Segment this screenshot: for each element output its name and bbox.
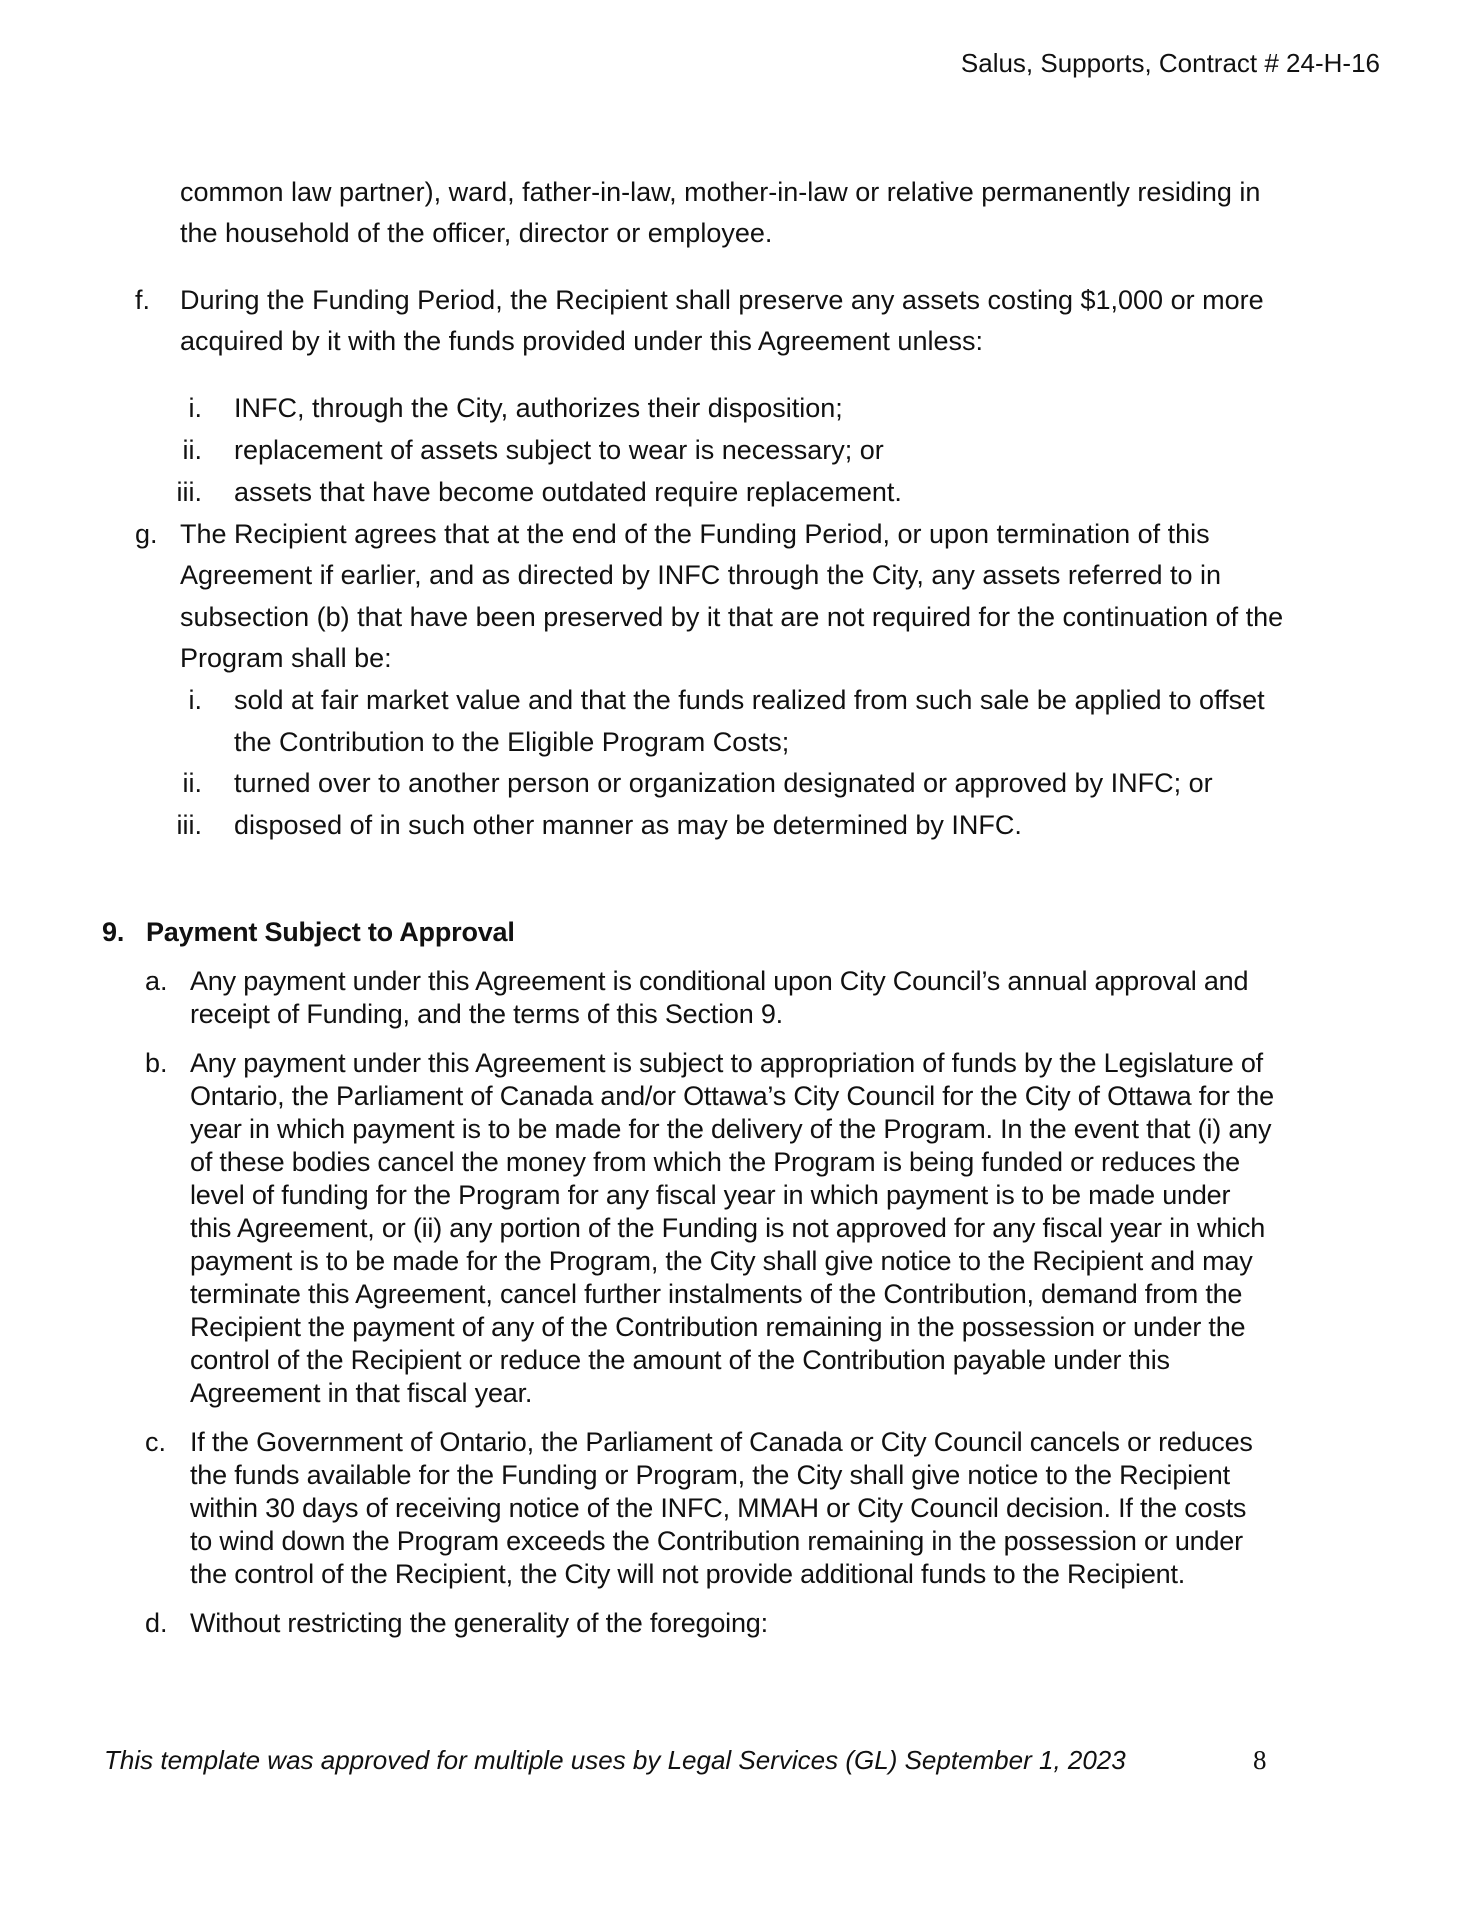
paragraph-line: Agreement if earlier, and as directed by INFC through the City, any assets referred to in [180,560,1222,590]
paragraph-line: within 30 days of receiving notice of the INFC, MMAH or City Council decision. If the costs [190,1493,1247,1523]
paragraph-line: turned over to another person or organization designated or approved by INFC; or [234,768,1213,798]
paragraph-line: receipt of Funding, and the terms of this Section 9. [190,999,783,1029]
list-marker: ii. [182,768,202,798]
paragraph-line: of these bodies cancel the money from which the Program is being funded or reduces the [190,1147,1240,1177]
page-number: 8 [1253,1745,1267,1775]
section-heading: Payment Subject to Approval [146,917,515,947]
paragraph-line: the funds available for the Funding or Program, the City shall give notice to the Recipient [190,1460,1230,1490]
paragraph-line: assets that have become outdated require replacement. [234,477,902,507]
list-marker: a. [145,966,168,996]
list-marker: d. [145,1608,168,1638]
paragraph-line: Ontario, the Parliament of Canada and/or Ottawa’s City Council for the City of Ottawa for the [190,1081,1274,1111]
footer-approval-note: This template was approved for multiple uses by Legal Services (GL) September 1, 2023 [104,1745,1126,1775]
paragraph-line: level of funding for the Program for any fiscal year in which payment is to be made under [190,1180,1231,1210]
paragraph-line: replacement of assets subject to wear is necessary; or [234,435,884,465]
paragraph-line: Agreement in that fiscal year. [190,1378,533,1408]
paragraph-line: terminate this Agreement, cancel further instalments of the Contribution, demand from the [190,1279,1243,1309]
paragraph-line: disposed of in such other manner as may be determined by INFC. [234,810,1022,840]
section-number: 9. [102,917,125,947]
paragraph-line: this Agreement, or (ii) any portion of the Funding is not approved for any fiscal year in which [190,1213,1266,1243]
paragraph-line: If the Government of Ontario, the Parliament of Canada or City Council cancels or reduces [190,1427,1253,1457]
paragraph-line: Without restricting the generality of the foregoing: [190,1608,768,1638]
list-marker: i. [188,685,202,715]
list-marker: i. [188,393,202,423]
paragraph-line: acquired by it with the funds provided under this Agreement unless: [180,326,983,356]
paragraph-line: Any payment under this Agreement is subject to appropriation of funds by the Legislature of [190,1048,1263,1078]
paragraph-line: Any payment under this Agreement is conditional upon City Council’s annual approval and [190,966,1249,996]
paragraph-line: common law partner), ward, father-in-law, mother-in-law or relative permanently residing in [180,177,1261,207]
list-marker: iii. [176,477,202,507]
list-marker: iii. [176,810,202,840]
paragraph-line: to wind down the Program exceeds the Contribution remaining in the possession or under [190,1526,1243,1556]
list-marker: c. [145,1427,167,1457]
paragraph-line: year in which payment is to be made for the delivery of the Program. In the event that (i) any [190,1114,1272,1144]
paragraph-line: Recipient the payment of any of the Contribution remaining in the possession or under the [190,1312,1246,1342]
list-marker: b. [145,1048,168,1078]
list-marker: ii. [182,435,202,465]
list-marker: f. [135,285,151,315]
paragraph-line: The Recipient agrees that at the end of the Funding Period, or upon termination of this [180,519,1210,549]
paragraph-line: subsection (b) that have been preserved by it that are not required for the continuation of the [180,602,1284,632]
paragraph-line: During the Funding Period, the Recipient shall preserve any assets costing $1,000 or more [180,285,1264,315]
paragraph-line: the control of the Recipient, the City will not provide additional funds to the Recipient. [190,1559,1186,1589]
paragraph-line: the Contribution to the Eligible Program Costs; [234,727,790,757]
paragraph-line: sold at fair market value and that the funds realized from such sale be applied to offset [234,685,1265,715]
list-marker: g. [135,519,158,549]
paragraph-line: the household of the officer, director or employee. [180,218,773,248]
paragraph-line: Program shall be: [180,643,392,673]
paragraph-line: control of the Recipient or reduce the amount of the Contribution payable under this [190,1345,1170,1375]
running-header: Salus, Supports, Contract # 24-H-16 [960,48,1380,78]
paragraph-line: payment is to be made for the Program, the City shall give notice to the Recipient and may [190,1246,1253,1276]
paragraph-line: INFC, through the City, authorizes their disposition; [234,393,843,423]
